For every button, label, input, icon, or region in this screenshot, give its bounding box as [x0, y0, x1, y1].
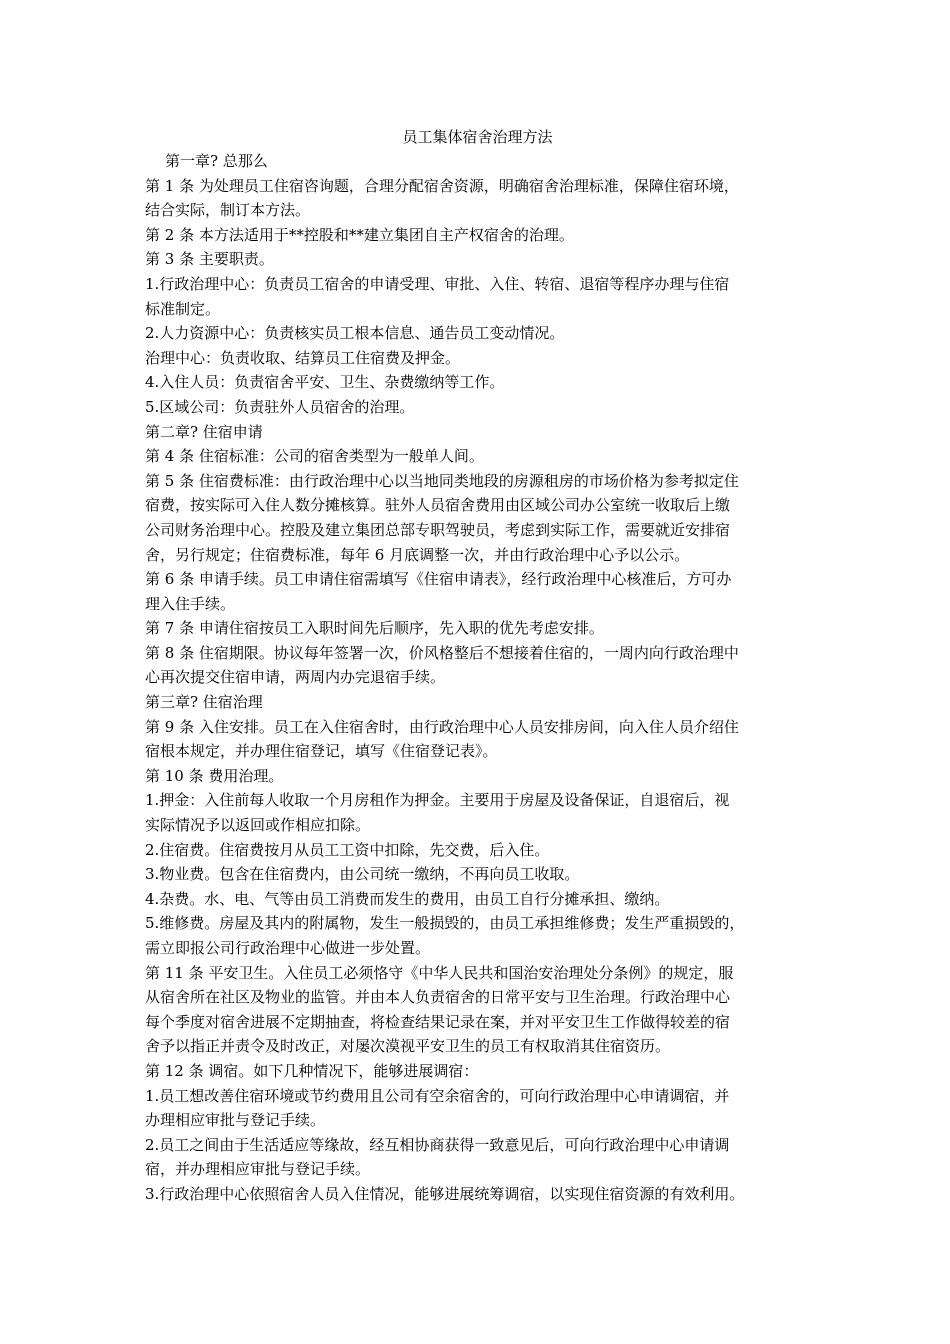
text-line: 第 10 条 费用治理。 [145, 766, 284, 785]
document-page [145, 125, 810, 1207]
text-line: 治理中心：负责收取、结算员工住宿费及押金。 [145, 348, 461, 367]
text-line: 第 11 条 平安卫生。入住员工必须恪守《中华人民共和国治安治理处分条例》的规定，服 [145, 963, 734, 982]
text-line: 宿费，按实际可入住人数分摊核算。驻外人员宿舍费用由区域公司办公室统一收取后上缴 [145, 496, 731, 515]
text-line: 5.区域公司：负责驻外人员宿舍的治理。 [145, 397, 415, 416]
text-line: 4.入住人员：负责宿舍平安、卫生、杂费缴纳等工作。 [145, 373, 505, 392]
text-line: 办理相应审批与登记手续。 [145, 1111, 326, 1130]
text-line: 结合实际，制订本方法。 [145, 201, 311, 220]
text-line: 2.员工之间由于生活适应等缘故，经互相协商获得一致意见后，可向行政治理中心申请调 [145, 1135, 730, 1154]
text-line: 5.维修费。房屋及其内的附属物，发生一般损毁的，由员工承担维修费；发生严重损毁的， [145, 914, 745, 933]
text-line: 每个季度对宿舍进展不定期抽查，将检查结果记录在案，并对平安卫生工作做得较差的宿 [145, 1012, 731, 1031]
text-line: 3.行政治理中心依照宿舍人员入住情况，能够进展统筹调宿，以实现住宿资源的有效利用。 [145, 1184, 745, 1203]
text-line: 第 6 条 申请手续。员工申请住宿需填写《住宿申请表》，经行政治理中心核准后，方可办 [145, 570, 732, 589]
text-line: 舍予以指正并责令及时改正，对屡次漠视平安卫生的员工有权取消其住宿资历。 [145, 1037, 671, 1056]
text-line: 从宿舍所在社区及物业的监管。并由本人负责宿舍的日常平安与卫生治理。行政治理中心 [145, 988, 731, 1007]
chapter-heading: 第一章? 总那么 [165, 152, 268, 170]
text-line: 第 4 条 住宿标准：公司的宿舍类型为一般单人间。 [145, 447, 484, 466]
text-line: 实际情况予以返回或作相应扣除。 [145, 816, 371, 835]
text-line: 第 5 条 住宿费标准：由行政治理中心以当地同类地段的房源租房的市场价格为参考拟定住 [145, 471, 739, 490]
text-line: 需立即报公司行政治理中心做进一步处置。 [145, 939, 431, 957]
text-line: 第二章? 住宿申请 [145, 422, 263, 441]
text-line: 宿根本规定，并办理住宿登记，填写《住宿登记表》。 [145, 742, 498, 761]
text-line: 2.人力资源中心：负责核实员工根本信息、通告员工变动情况。 [145, 324, 565, 343]
text-line: 第 2 条 本方法适用于**控股和**建立集团自主产权宿舍的治理。 [145, 225, 574, 244]
text-line: 心再次提交住宿申请，两周内办完退宿手续。 [145, 668, 446, 687]
text-line: 第 8 条 住宿期限。协议每年签署一次，价风格整后不想接着住宿的，一周内向行政治理中 [145, 643, 739, 662]
text-line: 1.行政治理中心：负责员工宿舍的申请受理、审批、入住、转宿、退宿等程序办理与住宿 [145, 274, 730, 293]
text-line: 公司财务治理中心。控股及建立集团总部专职驾驶员，考虑到实际工作，需要就近安排宿 [145, 520, 731, 539]
text-line: 3.物业费。包含在住宿费内，由公司统一缴纳，不再向员工收取。 [145, 865, 580, 884]
text-line: 1.押金：入住前每人收取一个月房租作为押金。主要用于房屋及设备保证，自退宿后，视 [145, 791, 730, 810]
text-line: 第 9 条 入住安排。员工在入住宿舍时，由行政治理中心人员安排房间，向入住人员介绍住 [145, 717, 739, 736]
text-line: 第 12 条 调宿。如下几种情况下，能够进展调宿： [145, 1061, 479, 1080]
text-line: 舍，另行规定；住宿费标准，每年 6 月底调整一次，并由行政治理中心予以公示。 [145, 545, 690, 564]
text-line: 第 7 条 申请住宿按员工入职时间先后顺序，先入职的优先考虑安排。 [145, 619, 604, 638]
document-body [145, 149, 810, 1207]
text-line: 第 1 条 为处理员工住宿咨询题，合理分配宿舍资源，明确宿舍治理标准，保障住宿环境， [145, 176, 739, 195]
document-title: 员工集体宿舍治理方法 [402, 128, 553, 146]
text-line: 宿，并办理相应审批与登记手续。 [145, 1160, 371, 1179]
text-line: 4.杂费。水、电、气等由员工消费而发生的费用，由员工自行分摊承担、缴纳。 [145, 889, 670, 908]
text-line: 理入住手续。 [145, 594, 236, 613]
text-line: 标准制定。 [145, 299, 221, 318]
text-line: 2.住宿费。住宿费按月从员工工资中扣除，先交费，后入住。 [145, 840, 550, 859]
text-line: 第三章? 住宿治理 [145, 693, 263, 712]
text-line: 第 3 条 主要职责。 [145, 250, 274, 269]
text-line: 1.员工想改善住宿环境或节约费用且公司有空余宿舍的，可向行政治理中心申请调宿，并 [145, 1086, 730, 1105]
